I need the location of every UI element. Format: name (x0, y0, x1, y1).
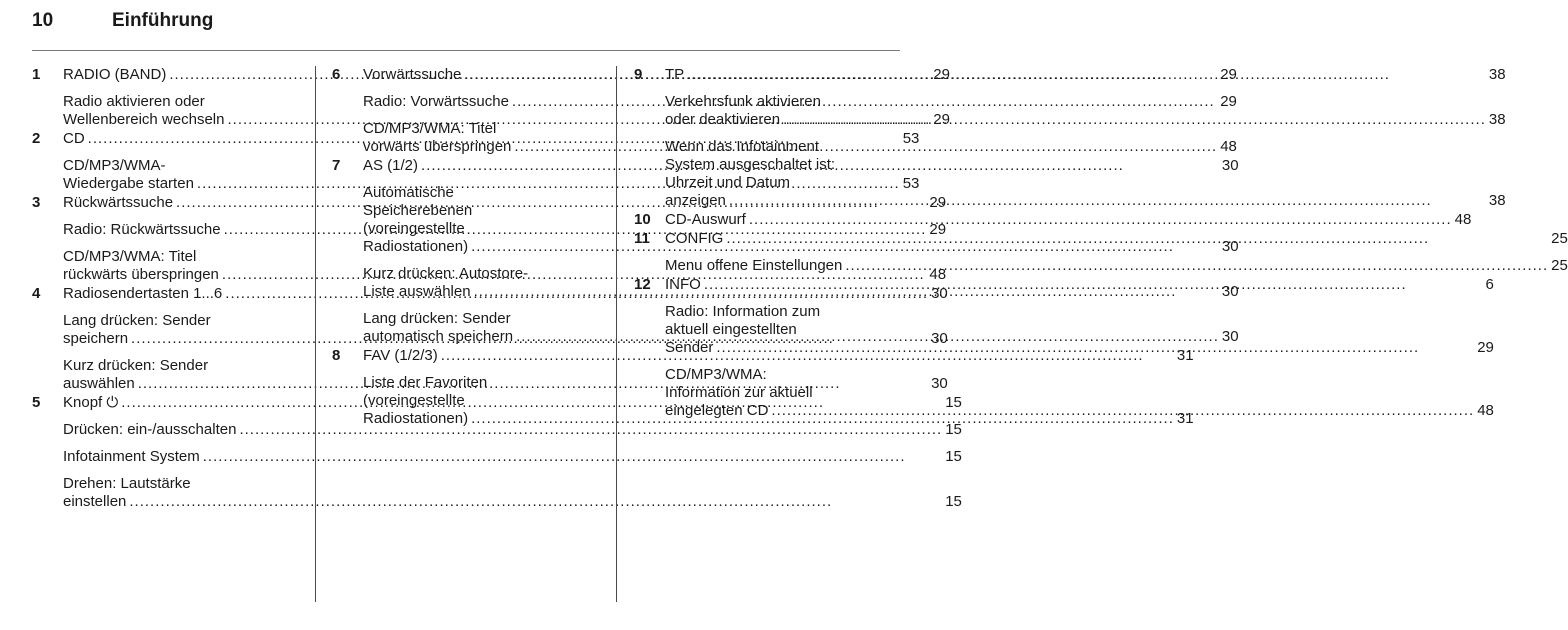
page-ref: 48 (1220, 138, 1237, 155)
toc-entry (634, 211, 1472, 229)
dot-leader (726, 230, 1548, 248)
toc-text: Liste auswählen (363, 283, 471, 300)
dot-leader (771, 402, 1474, 420)
page-number: 10 (32, 10, 54, 31)
toc-text: CD (63, 130, 85, 147)
entry-number: 8 (332, 347, 341, 364)
sub-entry-line: Wenn das Infotainment (665, 138, 819, 155)
page-ref: 15 (945, 493, 962, 510)
sub-entry (665, 366, 1494, 420)
page-ref: 30 (1221, 283, 1239, 300)
sub-entry-last-line (63, 493, 962, 511)
toc-text: Rückwärtssuche (63, 194, 174, 211)
page-ref: 30 (931, 330, 948, 347)
toc-text: Sender (665, 339, 714, 356)
toc-text: auswählen (63, 375, 135, 392)
sub-entry-last-line (63, 448, 962, 466)
toc-text: anzeigen (665, 192, 726, 209)
toc-text: CONFIG (665, 230, 724, 247)
entry-number: 6 (332, 66, 341, 83)
sub-entry-last-line (665, 257, 1568, 275)
page-ref: 15 (945, 421, 962, 438)
sub-entry-line: Speicherebenen (363, 202, 473, 219)
sub-entry-line: System ausgeschaltet ist: (665, 156, 836, 173)
toc-text: eingelegten CD (665, 402, 769, 419)
toc-text: rückwärts überspringen (63, 266, 219, 283)
sub-entry-line: Lang drücken: Sender (63, 312, 211, 329)
sub-entry-line: Liste der Favoriten (363, 374, 488, 391)
sub-entry-line: CD/MP3/WMA: (665, 366, 767, 383)
entry-body (665, 230, 1568, 275)
toc-text: AS (1/2) (363, 157, 419, 174)
page-ref: 30 (931, 375, 948, 392)
page-ref: 38 (1488, 111, 1506, 128)
page-ref: 38 (1488, 192, 1506, 209)
page-ref: 29 (929, 221, 947, 238)
sub-entry-line: Information zur aktuell (665, 384, 813, 401)
toc-text: vorwärts überspringen (363, 138, 512, 155)
entry-number: 12 (634, 276, 651, 293)
sub-entry-last-line (665, 339, 1494, 357)
sub-entry-line: aktuell eingestellten (665, 321, 797, 338)
page-ref: 53 (902, 130, 920, 147)
page-title: Einführung (112, 10, 214, 31)
sub-entry (63, 448, 962, 466)
page-ref: 29 (1477, 339, 1494, 356)
sub-entry-line: Radio aktivieren oder (63, 93, 205, 110)
sub-entry-line: Verkehrsfunk aktivieren (665, 93, 821, 110)
page-ref: 6 (1485, 276, 1494, 293)
sub-entry-line: Kurz drücken: Autostore- (363, 265, 529, 282)
toc-text: Radiostationen) (363, 410, 469, 427)
page-ref: 29 (929, 194, 947, 211)
sub-entry-line: Kurz drücken: Sender (63, 357, 209, 374)
sub-entry (665, 257, 1568, 275)
entry-number: 4 (32, 285, 41, 302)
entry-body (665, 211, 1471, 229)
sub-entry (665, 303, 1494, 357)
sub-entry-line: Uhrzeit und Datum (665, 174, 791, 191)
entry-heading (665, 276, 1494, 294)
toc-text: INFO (665, 276, 701, 293)
sub-entry (665, 93, 1506, 129)
dot-leader (203, 448, 942, 466)
toc-text: TP (665, 66, 685, 83)
page-header (32, 10, 213, 40)
page-ref: 15 (945, 448, 962, 465)
column-divider (315, 66, 316, 602)
dot-leader (729, 192, 1486, 210)
toc-text: Knopf ⏻ (63, 394, 119, 411)
sub-entry-last-line (665, 402, 1494, 420)
toc-text: FAV (1/2/3) (363, 347, 438, 364)
sub-entry-last-line (665, 111, 1506, 129)
sub-entry (665, 138, 1506, 210)
toc-text: einstellen (63, 493, 127, 510)
page-ref: 38 (1488, 66, 1506, 83)
toc-text: oder deaktivieren (665, 111, 781, 128)
entry-number: 10 (634, 211, 651, 228)
sub-entry-line: CD/MP3/WMA: Titel (363, 120, 497, 137)
page-ref: 30 (1221, 238, 1239, 255)
entry-number: 9 (634, 66, 643, 83)
entry-heading (665, 230, 1568, 248)
column-divider (616, 66, 617, 602)
sub-entry-last-line (665, 192, 1506, 210)
entry-number: 5 (32, 394, 41, 411)
page-ref: 48 (1477, 402, 1494, 419)
page-ref: 53 (902, 175, 920, 192)
dot-leader (783, 111, 1486, 129)
toc-text: CD-Auswurf (665, 211, 746, 228)
sub-entry-line: CD/MP3/WMA- (63, 157, 166, 174)
page-ref: 30 (1221, 328, 1239, 345)
sub-entry-line: (voreingestellte (363, 392, 465, 409)
sub-entry-line: Drehen: Lautstärke (63, 475, 191, 492)
entry-number: 2 (32, 130, 41, 147)
toc-text: Radio: Vorwärtssuche (363, 93, 509, 110)
sub-entry-line: Lang drücken: Sender (363, 310, 511, 327)
toc-text: RADIO (BAND) (63, 66, 167, 83)
toc-text: Wiedergabe starten (63, 175, 194, 192)
entry-number: 3 (32, 194, 41, 211)
page-ref: 15 (945, 394, 962, 411)
page-ref: 30 (931, 285, 948, 302)
page-ref: 48 (1454, 211, 1472, 228)
page-ref: 29 (1220, 66, 1237, 83)
toc-text: Radiosendertasten 1...6 (63, 285, 223, 302)
entry-number: 1 (32, 66, 41, 83)
page-ref: 31 (1176, 410, 1194, 427)
toc-text: Radiostationen) (363, 238, 469, 255)
page-ref: 25 (1551, 230, 1568, 247)
toc-text: Radio: Rückwärtssuche (63, 221, 221, 238)
entry-body (665, 66, 1506, 210)
dot-leader (129, 493, 942, 511)
dot-leader (716, 339, 1474, 357)
toc-text: Infotainment System (63, 448, 200, 465)
entry-number: 7 (332, 157, 341, 174)
page-ref: 29 (1220, 93, 1237, 110)
dot-leader (845, 257, 1548, 275)
entry-heading (665, 211, 1471, 229)
toc-text: Drücken: ein-/ausschalten (63, 421, 237, 438)
toc-text: Menu offene Einstellungen (665, 257, 843, 274)
dot-leader (704, 276, 1483, 294)
toc-text: speichern (63, 330, 129, 347)
dot-leader (749, 211, 1452, 229)
sub-entry-line: (voreingestellte (363, 220, 465, 237)
sub-entry-line: Radio: Information zum (665, 303, 821, 320)
page-ref: 29 (933, 111, 950, 128)
page-ref: 30 (1221, 157, 1239, 174)
toc-text: Vorwärtssuche (363, 66, 462, 83)
header-rule (32, 50, 900, 51)
page-ref: 29 (933, 66, 950, 83)
entry-heading (665, 66, 1506, 84)
entry-body (665, 276, 1494, 420)
entry-number: 11 (634, 230, 650, 247)
page-ref: 25 (1551, 257, 1568, 274)
sub-entry-line: Automatische (363, 184, 454, 201)
toc-text: Wellenbereich wechseln (63, 111, 225, 128)
page-ref: 31 (1176, 347, 1194, 364)
dot-leader (687, 66, 1486, 84)
sub-entry-line: CD/MP3/WMA: Titel (63, 248, 197, 265)
sub-entry (63, 475, 962, 511)
toc-text: automatisch speichern (363, 328, 514, 345)
page-ref: 48 (929, 266, 947, 283)
